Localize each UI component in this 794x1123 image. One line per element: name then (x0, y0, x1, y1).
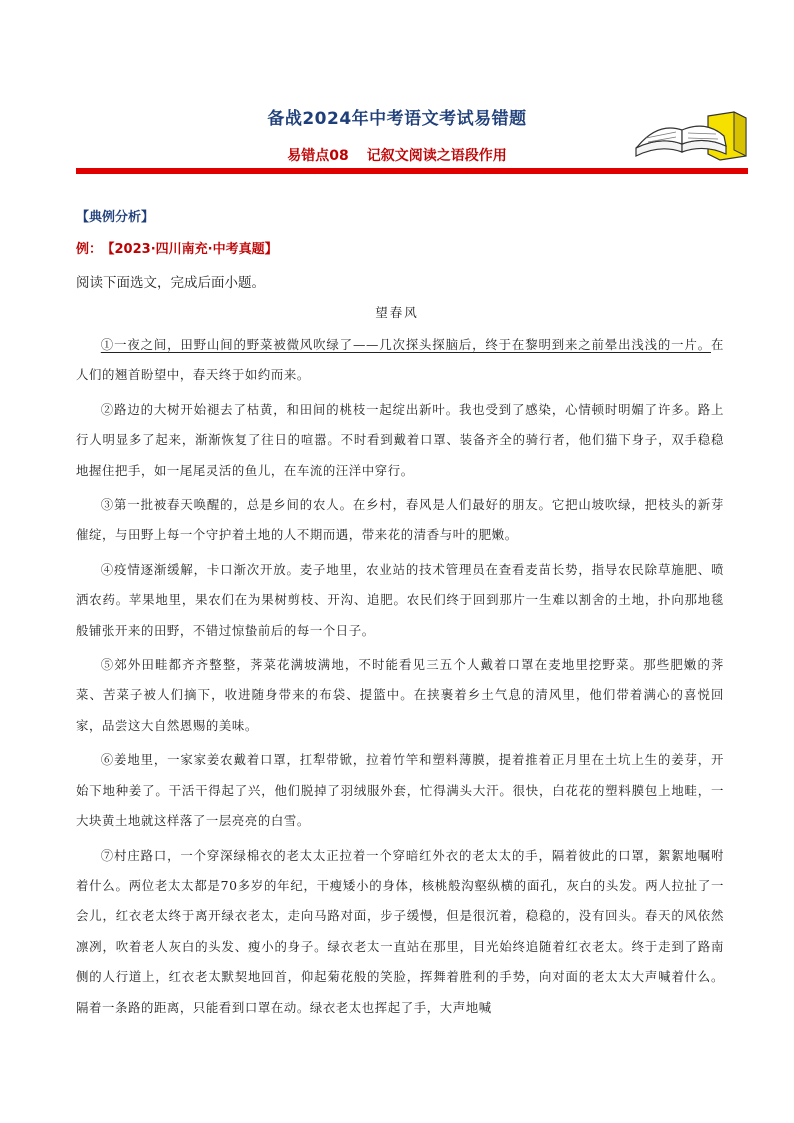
passage-body (76, 330, 724, 1027)
paragraph: ⑥姜地里，一家家姜农戴着口罩，扛犁带锨，拉着竹竿和塑料薄膜，提着推着正月里在土坑上生的姜芽，开始下地种姜了。干活干得起了兴，他们脱掉了羽绒服外套，忙得满头大汗。很快，白花花的塑料膜包上地畦，一大块黄土地就这样落了一层亮亮的白雪。 (76, 752, 724, 829)
underlined-sentence: ①一夜之间，田野山间的野菜被微风吹绿了——几次探头探脑后，终于在黎明到来之前晕出浅浅的一片。 (100, 337, 711, 352)
instruction-text: 阅读下面选文，完成后面小题。 (76, 275, 265, 291)
subtitle-text: 记叙文阅读之语段作用 (366, 148, 507, 164)
example-source: 【2023·四川南充·中考真题】 (108, 242, 278, 257)
paragraph: ⑤郊外田畦都齐齐整整，荠菜花满坡满地，不时能看见三五个人戴着口罩在麦地里挖野菜。那些肥嫩的荠菜、苦菜子被人们摘下，收进随身带来的布袋、提篮中。在挟裹着乡土气息的清风里，他们带着满心的喜悦回家，品尝这大自然恩赐的美味。 (76, 657, 724, 733)
passage-title: 望春风 (375, 305, 419, 320)
subtitle-code: 易错点08 (287, 148, 349, 164)
example-label: 例： (76, 242, 103, 257)
paragraph: ②路边的大树开始褪去了枯黄，和田间的桃枝一起绽出新叶。我也受到了感染，心情顿时明媚了许多。路上行人明显多了起来，渐渐恢复了往日的喧嚣。不时看到戴着口罩、装备齐全的骑行者，他们猫下身子，双手稳稳地握住把手，如一尾尾灵活的鱼儿，在车流的汪洋中穿行。 (76, 401, 724, 478)
header-divider (76, 168, 748, 174)
paragraph: ④疫情逐渐缓解，卡口渐次开放。麦子地里，农业站的技术管理员在查看麦苗长势，指导农民除草施肥、喷洒农药。苹果地里，果农们在为果树剪枝、开沟、追肥。农民们终于回到那片一生难以割舍的土地，扑向那地毯般铺张开来的田野，不错过惊蛰前后的每一个日子。 (76, 561, 724, 638)
paragraph: ③第一批被春天唤醒的，总是乡间的农人。在乡村，春风是人们最好的朋友。它把山坡吹绿，把枝头的新芽催绽，与田野上每一个守护着土地的人不期而遇，带来花的清香与叶的肥嫩。 (76, 497, 724, 543)
open-book-icon (630, 108, 750, 162)
section-label: 【典例分析】 (76, 210, 155, 225)
paragraph (76, 330, 724, 391)
paragraph: ⑦村庄路口，一个穿深绿棉衣的老太太正拉着一个穿暗红外衣的老太太的手，隔着彼此的口罩，絮絮地嘱咐着什么。两位老太太都是70多岁的年纪，干瘦矮小的身体，核桃般沟壑纵横的面孔，灰白的头发。两人拉扯了一会儿，红衣老太终于离开绿衣老太，走向马路对面，步子缓慢，但是很沉着，稳稳的，没有回头。春天的风依然凛冽，吹着老人灰白的头发、瘦小的身子。绿衣老太一直站在那里，目光始终追随着红衣老太。终于走到了路南侧的人行道上，红衣老太默契地回首，仰起菊花般的笑脸，挥舞着胜利的手势，向对面的老太太大声喊着什么。隔着一条路的距离，只能看到口罩在动。绿衣老太也挥起了手，大声地喊 (76, 847, 724, 1015)
example-heading (76, 238, 278, 257)
page-header (0, 0, 794, 180)
paragraph-text: 在人们的翘首盼望中，春天终于如约而来。 (76, 337, 724, 383)
page-title: 备战2024年中考语文考试易错题 (267, 109, 527, 129)
